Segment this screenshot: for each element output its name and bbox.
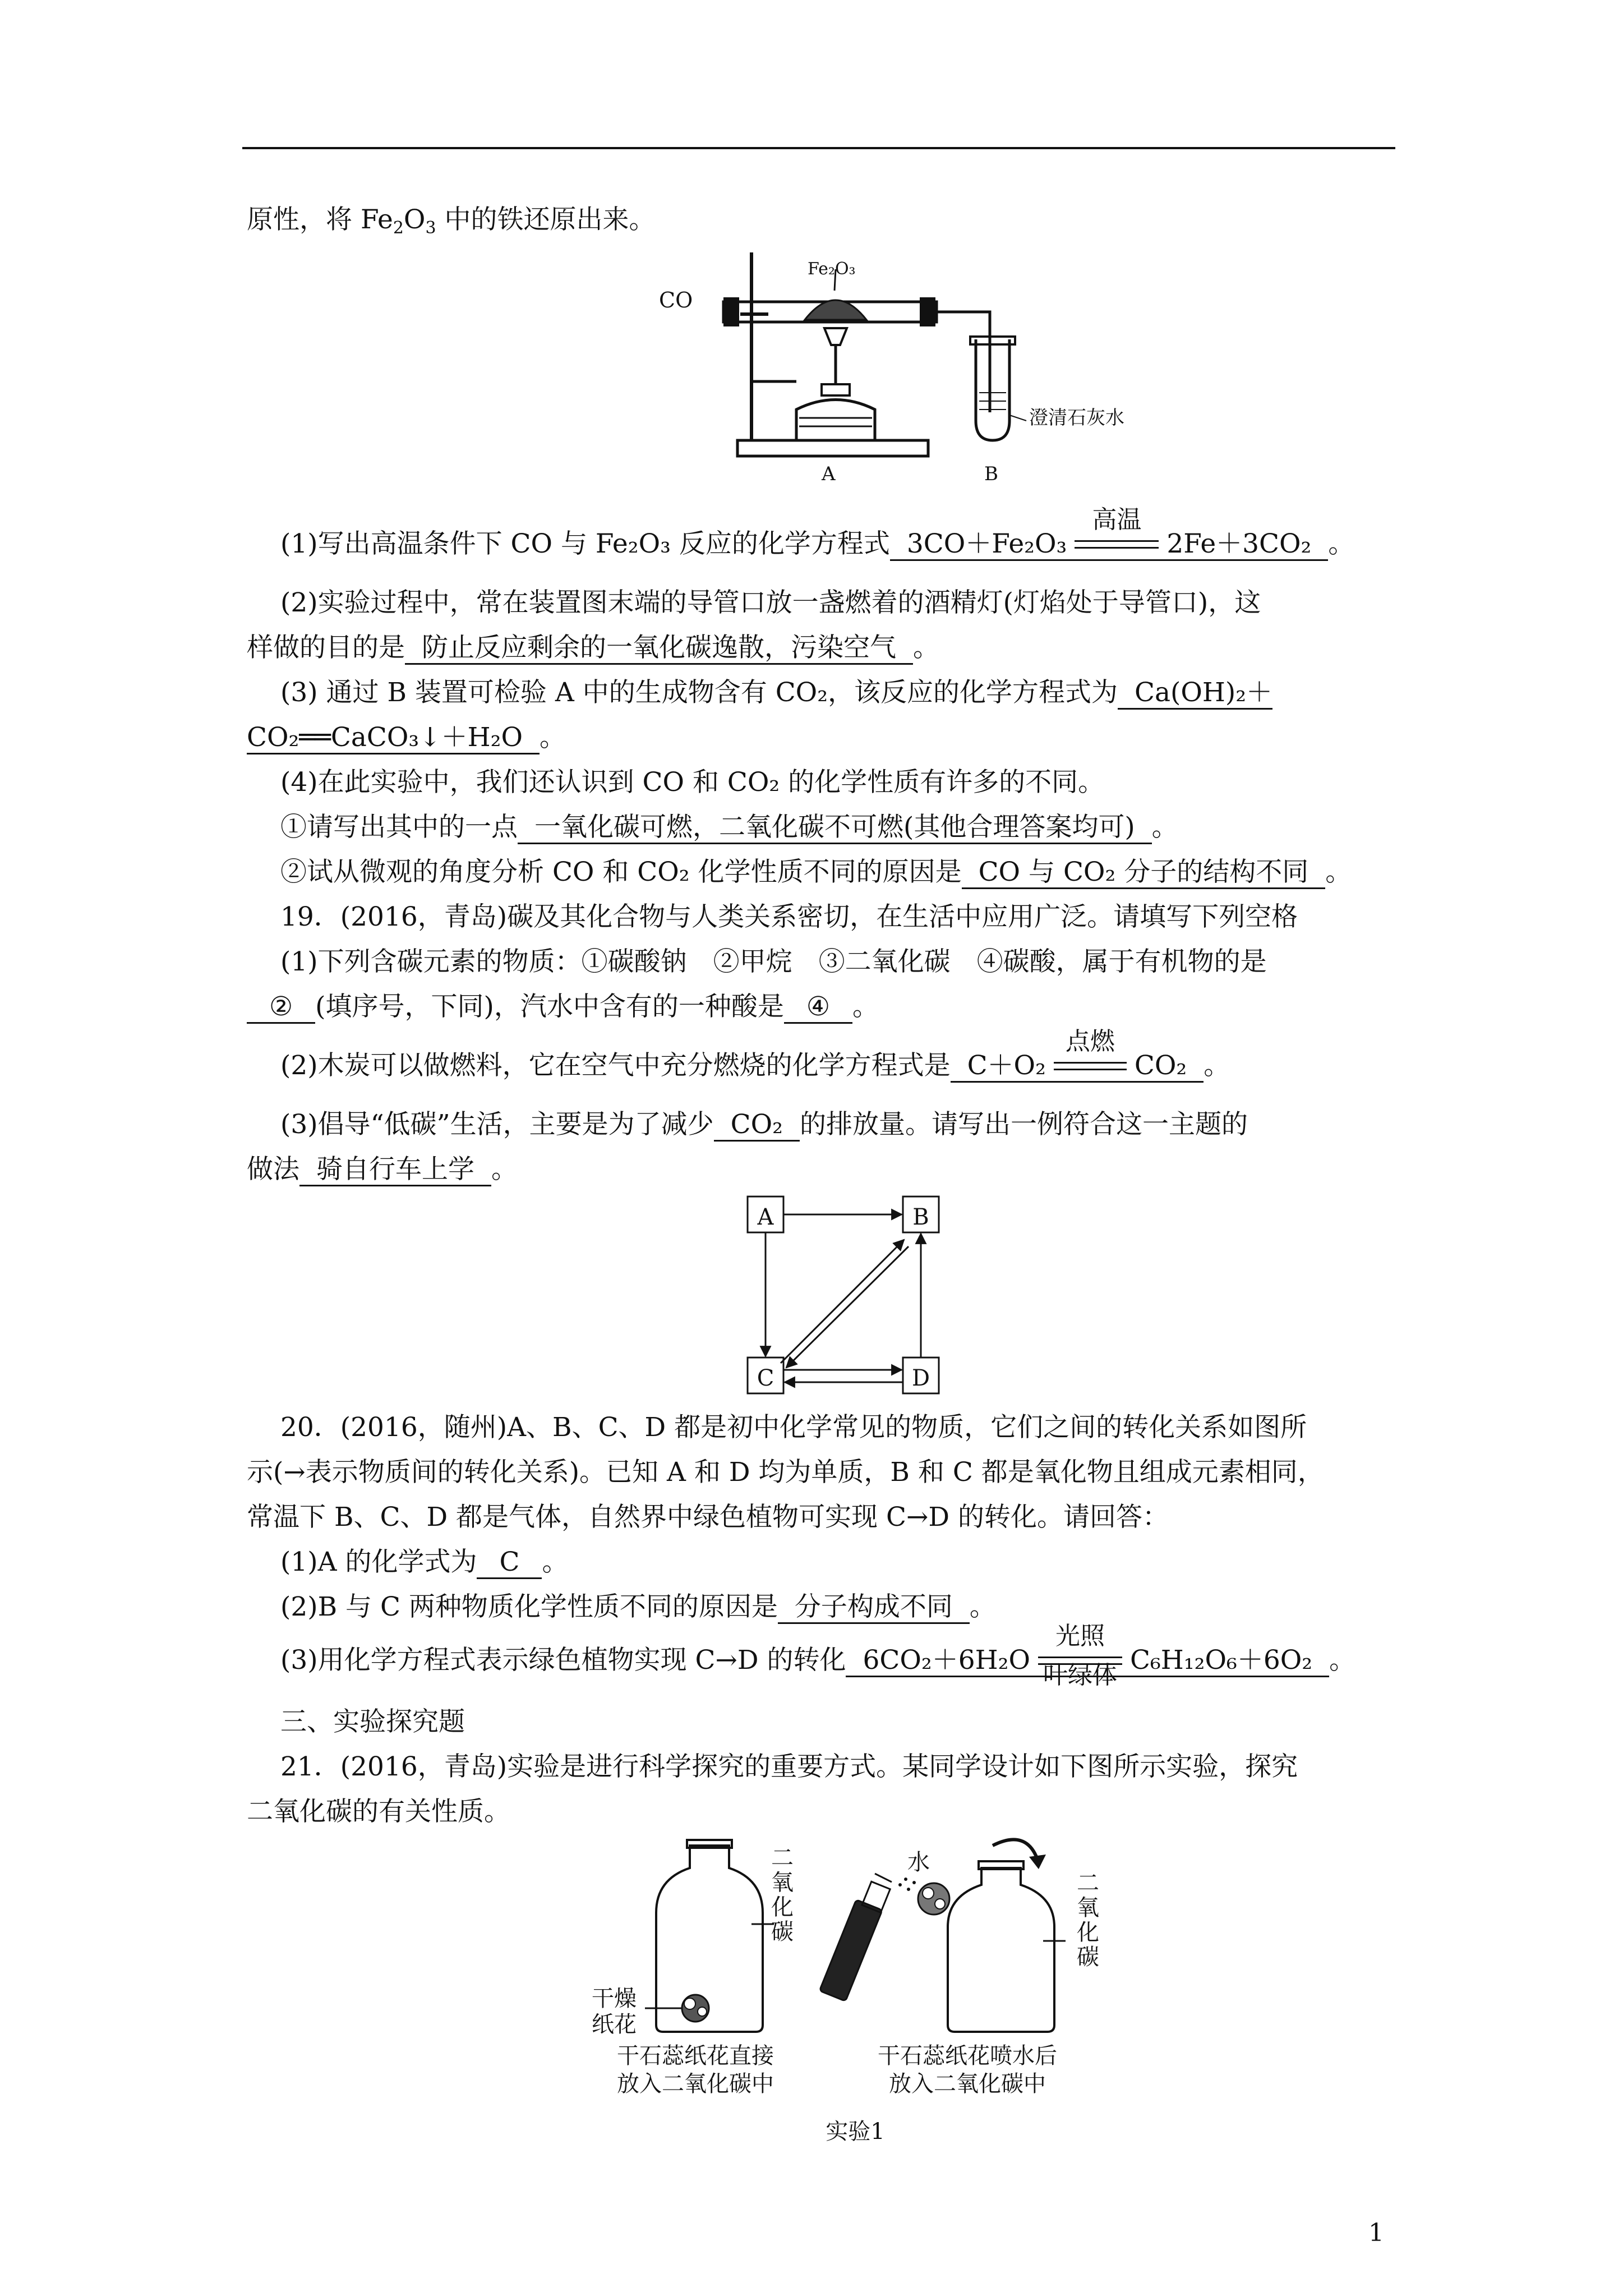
q18-p4: (4)在此实验中，我们还认识到 CO 和 CO₂ 的化学性质有许多的不同。 bbox=[280, 767, 1105, 798]
q21-line1: 21．(2016，青岛)实验是进行科学探究的重要方式。某同学设计如下图所示实验，探究 bbox=[280, 1751, 1298, 1782]
left-gas-label: 二氧化碳 bbox=[771, 1845, 794, 1945]
left-caption-1: 干石蕊纸花直接 bbox=[617, 2043, 774, 2069]
q20-p2: (2)B 与 C 两种物质化学性质不同的原因是 分子构成不同 。 bbox=[280, 1590, 996, 1624]
q18-p1-answer: 3CO＋Fe₂O₃ 高温 2Fe＋3CO₂ bbox=[890, 528, 1328, 561]
section-3-heading: 三、实验探究题 bbox=[280, 1706, 465, 1737]
page-number: 1 bbox=[1368, 2219, 1384, 2247]
q18-p2-line1: (2)实验过程中，常在装置图末端的导管口放一盏燃着的酒精灯(灯焰处于导管口)，这 bbox=[280, 587, 1261, 618]
q18-p4-2: ②试从微观的角度分析 CO 和 CO₂ 化学性质不同的原因是 CO 与 CO₂ 分子的结构不同 。 bbox=[280, 855, 1352, 889]
node-b: B bbox=[912, 1204, 929, 1230]
q18-p2-line2: 样做的目的是 防止反应剩余的一氧化碳逸散，污染空气 。 bbox=[247, 631, 939, 665]
node-c: C bbox=[757, 1365, 774, 1391]
header-rule bbox=[242, 147, 1395, 149]
label-a: A bbox=[822, 463, 836, 485]
left-caption-2: 放入二氧化碳中 bbox=[617, 2071, 774, 2097]
top-line: 原性，将 $Fe_2O_3$ 中的铁还原出来。 bbox=[247, 204, 656, 238]
right-gas-label: 二氧化碳 bbox=[1077, 1870, 1099, 1970]
q19-p2-answer: C＋O₂ 点燃 CO₂ bbox=[951, 1050, 1204, 1083]
q20-p3: (3)用化学方程式表示绿色植物实现 C→D 的转化 6CO₂＋6H₂O 光照 叶绿体 C₆H₁₂O₆＋6O₂ 。 bbox=[280, 1622, 1356, 1690]
q19-p3-line1: (3)倡导“低碳”生活，主要是为了减少 CO₂ 的排放量。请写出一例符合这一主题的 bbox=[280, 1108, 1248, 1142]
q18-p3-line2: CO₂══CaCO₃↓＋H₂O 。 bbox=[247, 721, 566, 754]
q18-p3-line1: (3) 通过 B 装置可检验 A 中的生成物含有 CO₂，该反应的化学方程式为 Ca(OH)₂＋ bbox=[280, 676, 1272, 710]
experiment-caption: 实验1 bbox=[826, 2119, 885, 2145]
experiment-figure bbox=[583, 1834, 1110, 2047]
q18-p4-1: ①请写出其中的一点 一氧化碳可燃，二氧化碳不可燃(其他合理答案均可) 。 bbox=[280, 811, 1178, 844]
fe2o3-label: Fe₂O₃ bbox=[808, 259, 856, 279]
q19-p3-line2: 做法 骑自行车上学 。 bbox=[247, 1153, 518, 1186]
q19-p1-line2: ② (填序号，下同)，汽水中含有的一种酸是 ④ 。 bbox=[247, 990, 879, 1024]
co-label: CO bbox=[659, 288, 693, 312]
limewater-label: 澄清石灰水 bbox=[1029, 407, 1124, 429]
q20-line2: 示(→表示物质间的转化关系)。已知 A 和 D 均为单质，B 和 C 都是氧化物且组成元素相同， bbox=[247, 1457, 1324, 1488]
q19-p2: (2)木炭可以做燃料，它在空气中充分燃烧的化学方程式是 C＋O₂ 点燃 CO₂ 。 bbox=[280, 1049, 1230, 1083]
water-label: 水 bbox=[907, 1849, 930, 1875]
node-a: A bbox=[757, 1204, 774, 1230]
right-caption-1: 干石蕊纸花喷水后 bbox=[878, 2043, 1057, 2069]
right-caption-2: 放入二氧化碳中 bbox=[889, 2071, 1046, 2097]
node-d: D bbox=[911, 1365, 930, 1391]
q19-head: 19．(2016，青岛)碳及其化合物与人类关系密切，在生活中应用广泛。请填写下列空格 bbox=[280, 901, 1298, 932]
q20-p1: (1)A 的化学式为 C 。 bbox=[280, 1545, 568, 1579]
q21-line2: 二氧化碳的有关性质。 bbox=[247, 1796, 510, 1827]
q20-p3-answer: 6CO₂＋6H₂O 光照 叶绿体 C₆H₁₂O₆＋6O₂ bbox=[846, 1645, 1329, 1677]
q20-line3: 常温下 B、C、D 都是气体，自然界中绿色植物可实现 C→D 的转化。请回答： bbox=[247, 1502, 1169, 1533]
q19-p1-line1: (1)下列含碳元素的物质：①碳酸钠 ②甲烷 ③二氧化碳 ④碳酸，属于有机物的是 bbox=[280, 946, 1267, 977]
q18-p1: (1)写出高温条件下 CO 与 Fe₂O₃ 反应的化学方程式 3CO＋Fe₂O₃ 高温 2Fe＋3CO₂ 。 bbox=[280, 527, 1354, 562]
q20-line1: 20．(2016，随州)A、B、C、D 都是初中化学常见的物质，它们之间的转化关系如图所 bbox=[280, 1412, 1307, 1443]
apparatus-figure bbox=[656, 247, 1082, 482]
label-b: B bbox=[984, 463, 998, 485]
dry-flower-label: 干燥纸花 bbox=[592, 1986, 637, 2037]
